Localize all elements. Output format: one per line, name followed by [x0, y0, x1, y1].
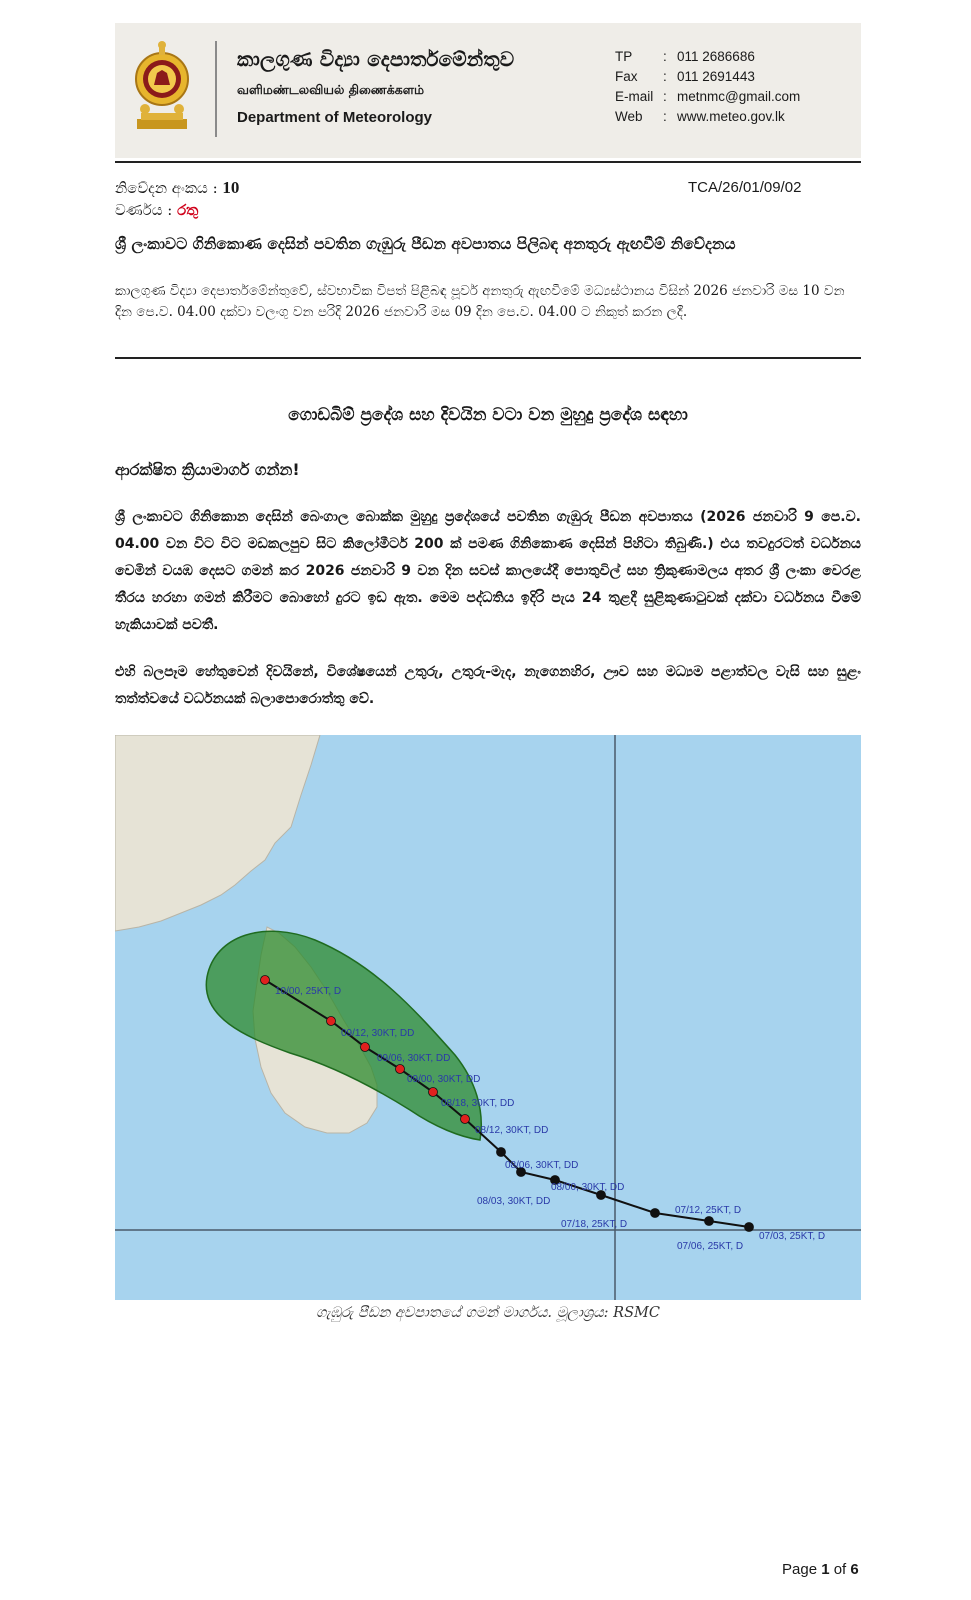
area-heading: ගොඩබිම් ප්‍රදේශ සහ දිවයින වටා වන මුහුදු ප්‍රදේශ සඳහා — [288, 405, 688, 425]
track-point-label: 09/06, 30KT, DD — [377, 1053, 451, 1064]
track-point — [745, 1223, 754, 1232]
track-point-label: 08/18, 30KT, DD — [441, 1098, 515, 1109]
track-point — [461, 1115, 470, 1124]
track-point-label: 08/06, 30KT, DD — [505, 1160, 579, 1171]
track-point-label: 09/12, 30KT, DD — [341, 1028, 415, 1039]
header-rule — [115, 161, 861, 163]
contact-row: E-mail : metnmc@gmail.com — [615, 87, 800, 107]
email-address[interactable]: metnmc@gmail.com — [677, 89, 801, 104]
track-point — [429, 1088, 438, 1097]
paragraph-system-status: ශ්‍රී ලංකාවට ගිනිකොන දෙසින් බෙංගාල බොක්ක මුහුදු ප්‍රදේශයේ පවතින ගැඹුරු පීඩන අවපාතය (2026 ජනවාරි 9 පෙ.ව. 04.00 වන විට විට මඩකලපුව සිට කිලෝමීටර් 200 ක් පමණ ගිනිකොණ දෙසින් පිහිටා තිබුණි.) එය තවදුරටත් වර්ධනය වෙමින් වයඹ දෙසට ගමන් කර 2026 ජනවාරි 9 වන දින සවස් කාලයේදී පොතුවිල් සහ ත්‍රිකුණාමලය අතර ශ්‍රී ලංකා වෙරළ තීරය හරහා ගමන් කිරීමට බොහෝ දුරට ඉඩ ඇත. මෙම පද්ධතිය ඉදිරි පැය 24 තුළදී සුළිකුණාටුවක් දක්වා වර්ධනය වීමේ හැකියාවක් පවතී. — [115, 509, 861, 633]
notice-reference: TCA/26/01/09/02 — [688, 179, 802, 196]
issued-statement: කාලගුණ විද්‍යා දෙපාර්තමේන්තුවේ, ස්වභාවික විපත් පිළිබඳ පූර්ව අනතුරු ඇඟවීමේ මධ්‍යස්ථානය විසින් 2026 ජනවාරි මස 10 වන දින පෙ.ව. 04.00 දක්වා වලංගු වන පරිදි 2026 ජනවාරි මස 09 දින පෙ.ව. 04.00 ට නිකුත් කරන ලදී. — [115, 283, 845, 320]
track-point-label: 08/00, 30KT, DD — [551, 1182, 625, 1193]
contact-block — [615, 47, 800, 127]
letterhead — [115, 23, 861, 158]
contact-row: Web : www.meteo.gov.lk — [615, 107, 800, 127]
meta-rule — [115, 357, 861, 359]
track-point — [327, 1017, 336, 1026]
sri-lanka-emblem-icon — [135, 39, 189, 131]
paragraph-impacts: එහි බලපෑම හේතුවෙන් දිවයිනේ, විශේෂයෙන් උතුරු, උතුරු-මැද, නැගෙනහිර, ඌව සහ මධ්‍යම පළාත්වල වැසි සහ සුළං තත්ත්වයේ වර්ධනයක් බලාපොරොත්තු වේ. — [115, 664, 861, 707]
page-number: Page 1 of 6 — [782, 1561, 859, 1578]
cyclone-track-map — [115, 735, 861, 1300]
track-point — [497, 1148, 506, 1157]
map-caption: ගැඹුරු පීඩන අවපාතයේ ගමන් මාර්ගය. මූලාශ්‍රය: RSMC — [316, 1305, 660, 1321]
track-point-label: 07/03, 25KT, D — [759, 1231, 826, 1242]
fax-number: 011 2691443 — [677, 69, 755, 84]
track-point-label: 10/00, 25KT, D — [275, 986, 342, 997]
track-point-label: 07/18, 25KT, D — [561, 1219, 628, 1230]
contact-row: Fax : 011 2691443 — [615, 67, 800, 87]
notice-title: ශ්‍රී ලංකාවට ගිනිකොණ දෙසින් පවතින ගැඹුරු පීඩන අවපාතය පිලිබඳ අනතුරු ඇඟවීම් නිවේදනය — [115, 235, 736, 253]
action-heading: ආරක්ෂිත ක්‍රියාමාර්ග ගන්න! — [115, 460, 300, 479]
website-link[interactable]: www.meteo.gov.lk — [677, 109, 785, 124]
contact-row: TP : 011 2686686 — [615, 47, 800, 67]
letterhead-divider — [215, 41, 217, 137]
color-level-badge: රතු — [177, 201, 199, 219]
department-name-english: Department of Meteorology — [237, 109, 433, 126]
track-point-label: 07/06, 25KT, D — [677, 1241, 744, 1252]
track-point-label: 08/03, 30KT, DD — [477, 1196, 551, 1207]
phone-number: 011 2686686 — [677, 49, 755, 64]
track-point — [361, 1043, 370, 1052]
notice-number: නිවේදන අංකය : 10 — [115, 178, 240, 197]
department-name-sinhala: කාලගුණ විද්‍යා දෙපාර්තමේන්තුව — [237, 47, 515, 71]
track-point-label: 09/00, 30KT, DD — [407, 1074, 481, 1085]
track-point-label: 07/12, 25KT, D — [675, 1205, 742, 1216]
track-point-label: 08/12, 30KT, DD — [475, 1125, 549, 1136]
track-point — [396, 1065, 405, 1074]
department-name-tamil: வளிமண்டலவியல் திணைக்களம் — [237, 82, 425, 97]
track-point — [261, 976, 270, 985]
notice-color: වර්ණය : රතු — [115, 201, 199, 219]
track-point — [705, 1217, 714, 1226]
track-point — [651, 1209, 660, 1218]
